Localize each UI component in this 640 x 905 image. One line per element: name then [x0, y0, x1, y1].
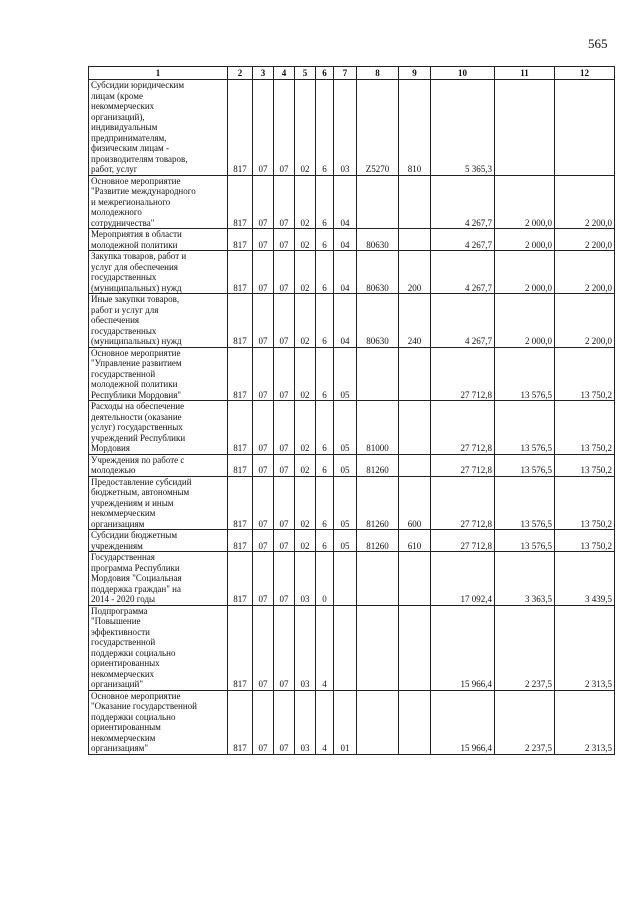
table-row	[89, 294, 615, 348]
amount-col-10: 4 267,7	[431, 294, 495, 348]
header-cell: 4	[274, 67, 295, 80]
expense-direction-code: 81260	[357, 530, 399, 552]
table-row	[89, 347, 615, 401]
header-cell: 3	[253, 67, 274, 80]
table-row	[89, 552, 615, 606]
amount-col-11	[495, 80, 555, 176]
header-row	[89, 67, 615, 80]
section-code: 07	[253, 294, 274, 348]
amount-col-11: 13 576,5	[495, 454, 555, 476]
subsection-code: 07	[274, 605, 295, 690]
row-description: Государственная программа Республики Мордовия "Социальная поддержка граждан" на 2014 - 2020 годы	[89, 552, 228, 606]
activity-code: 01	[334, 690, 357, 754]
expense-type-code: 200	[399, 251, 431, 294]
table-row	[89, 530, 615, 552]
activity-code: 05	[334, 476, 357, 530]
row-description: Субсидии бюджетным учреждениям	[89, 530, 228, 552]
program-code: 03	[295, 690, 316, 754]
activity-code: 04	[334, 294, 357, 348]
program-code: 02	[295, 80, 316, 176]
chapter-code: 817	[228, 294, 253, 348]
activity-code	[334, 605, 357, 690]
section-code: 07	[253, 80, 274, 176]
section-code: 07	[253, 476, 274, 530]
subsection-code: 07	[274, 229, 295, 251]
subsection-code: 07	[274, 476, 295, 530]
expense-type-code	[399, 175, 431, 229]
program-code: 02	[295, 454, 316, 476]
expense-direction-code: 81260	[357, 476, 399, 530]
row-description: Учреждения по работе с молодежью	[89, 454, 228, 476]
section-code: 07	[253, 690, 274, 754]
row-description: Мероприятия в области молодежной политики	[89, 229, 228, 251]
row-description: Иные закупки товаров, работ и услуг для обеспечения государственных (муниципальных) нужд	[89, 294, 228, 348]
subprogram-code: 6	[316, 347, 334, 401]
program-code: 03	[295, 605, 316, 690]
program-code: 02	[295, 347, 316, 401]
amount-col-12: 2 200,0	[555, 229, 615, 251]
chapter-code: 817	[228, 251, 253, 294]
amount-col-10: 4 267,7	[431, 251, 495, 294]
amount-col-12: 13 750,2	[555, 454, 615, 476]
activity-code: 05	[334, 530, 357, 552]
amount-col-12: 2 313,5	[555, 690, 615, 754]
budget-table	[88, 66, 615, 755]
amount-col-11: 2 000,0	[495, 229, 555, 251]
header-cell: 5	[295, 67, 316, 80]
chapter-code: 817	[228, 80, 253, 176]
chapter-code: 817	[228, 454, 253, 476]
expense-type-code	[399, 690, 431, 754]
amount-col-12: 2 313,5	[555, 605, 615, 690]
amount-col-11: 2 000,0	[495, 175, 555, 229]
row-description: Предоставление субсидий бюджетным, автономным учреждениям и иным некоммерческим организациям	[89, 476, 228, 530]
expense-direction-code	[357, 175, 399, 229]
section-code: 07	[253, 175, 274, 229]
expense-direction-code	[357, 690, 399, 754]
activity-code	[334, 552, 357, 606]
amount-col-11: 13 576,5	[495, 530, 555, 552]
amount-col-10: 15 966,4	[431, 690, 495, 754]
expense-direction-code: Z5270	[357, 80, 399, 176]
activity-code: 05	[334, 401, 357, 455]
chapter-code: 817	[228, 401, 253, 455]
header-cell: 2	[228, 67, 253, 80]
header-cell: 12	[555, 67, 615, 80]
amount-col-12: 13 750,2	[555, 401, 615, 455]
program-code: 03	[295, 552, 316, 606]
table-row	[89, 454, 615, 476]
amount-col-11: 13 576,5	[495, 476, 555, 530]
amount-col-10: 27 712,8	[431, 530, 495, 552]
subprogram-code: 6	[316, 229, 334, 251]
table-row	[89, 80, 615, 176]
amount-col-10: 5 365,3	[431, 80, 495, 176]
amount-col-11: 13 576,5	[495, 401, 555, 455]
section-code: 07	[253, 530, 274, 552]
amount-col-11: 2 237,5	[495, 690, 555, 754]
amount-col-10: 27 712,8	[431, 476, 495, 530]
amount-col-10: 27 712,8	[431, 347, 495, 401]
expense-direction-code	[357, 605, 399, 690]
program-code: 02	[295, 401, 316, 455]
expense-type-code	[399, 347, 431, 401]
section-code: 07	[253, 454, 274, 476]
amount-col-10: 4 267,7	[431, 229, 495, 251]
amount-col-11: 3 363,5	[495, 552, 555, 606]
amount-col-12: 2 200,0	[555, 251, 615, 294]
table-row	[89, 251, 615, 294]
subsection-code: 07	[274, 347, 295, 401]
subprogram-code: 4	[316, 690, 334, 754]
amount-col-11: 13 576,5	[495, 347, 555, 401]
header-cell: 6	[316, 67, 334, 80]
subprogram-code: 0	[316, 552, 334, 606]
expense-type-code	[399, 552, 431, 606]
row-description: Основное мероприятие "Оказание государственной поддержки социально ориентированным некоммерческим организациям"	[89, 690, 228, 754]
table-row	[89, 605, 615, 690]
subprogram-code: 6	[316, 251, 334, 294]
row-description: Расходы на обеспечение деятельности (оказание услуг) государственных учреждений Республики Мордовия	[89, 401, 228, 455]
chapter-code: 817	[228, 476, 253, 530]
subsection-code: 07	[274, 175, 295, 229]
amount-col-10: 27 712,8	[431, 454, 495, 476]
header-cell: 9	[399, 67, 431, 80]
expense-type-code	[399, 454, 431, 476]
activity-code: 03	[334, 80, 357, 176]
subprogram-code: 6	[316, 80, 334, 176]
chapter-code: 817	[228, 175, 253, 229]
activity-code: 05	[334, 347, 357, 401]
amount-col-10: 15 966,4	[431, 605, 495, 690]
table-row	[89, 401, 615, 455]
amount-col-10: 17 092,4	[431, 552, 495, 606]
activity-code: 04	[334, 251, 357, 294]
subprogram-code: 4	[316, 605, 334, 690]
expense-direction-code: 80630	[357, 229, 399, 251]
expense-type-code: 240	[399, 294, 431, 348]
row-description: Подпрограмма "Повышение эффективности государственной поддержки социально ориентированных некоммерческих организаций"	[89, 605, 228, 690]
subprogram-code: 6	[316, 294, 334, 348]
amount-col-10: 4 267,7	[431, 175, 495, 229]
program-code: 02	[295, 294, 316, 348]
expense-direction-code	[357, 552, 399, 606]
chapter-code: 817	[228, 347, 253, 401]
expense-type-code	[399, 605, 431, 690]
amount-col-12: 13 750,2	[555, 530, 615, 552]
expense-type-code	[399, 401, 431, 455]
chapter-code: 817	[228, 605, 253, 690]
header-cell: 1	[89, 67, 228, 80]
subsection-code: 07	[274, 530, 295, 552]
row-description: Основное мероприятие "Развитие международного и межрегионального молодежного сотрудничества"	[89, 175, 228, 229]
amount-col-12	[555, 80, 615, 176]
expense-direction-code: 80630	[357, 294, 399, 348]
table-row	[89, 690, 615, 754]
table-row	[89, 476, 615, 530]
header-cell: 10	[431, 67, 495, 80]
amount-col-10: 27 712,8	[431, 401, 495, 455]
subsection-code: 07	[274, 552, 295, 606]
amount-col-11: 2 237,5	[495, 605, 555, 690]
program-code: 02	[295, 251, 316, 294]
amount-col-11: 2 000,0	[495, 251, 555, 294]
header-cell: 8	[357, 67, 399, 80]
page-number: 565	[588, 36, 608, 51]
subprogram-code: 6	[316, 175, 334, 229]
chapter-code: 817	[228, 229, 253, 251]
subprogram-code: 6	[316, 454, 334, 476]
subprogram-code: 6	[316, 476, 334, 530]
subprogram-code: 6	[316, 401, 334, 455]
section-code: 07	[253, 347, 274, 401]
chapter-code: 817	[228, 530, 253, 552]
amount-col-12: 2 200,0	[555, 175, 615, 229]
amount-col-12: 13 750,2	[555, 347, 615, 401]
activity-code: 05	[334, 454, 357, 476]
program-code: 02	[295, 530, 316, 552]
subsection-code: 07	[274, 80, 295, 176]
table-row	[89, 175, 615, 229]
chapter-code: 817	[228, 552, 253, 606]
expense-type-code: 810	[399, 80, 431, 176]
subprogram-code: 6	[316, 530, 334, 552]
subsection-code: 07	[274, 401, 295, 455]
program-code: 02	[295, 476, 316, 530]
expense-direction-code	[357, 347, 399, 401]
section-code: 07	[253, 229, 274, 251]
expense-direction-code: 80630	[357, 251, 399, 294]
expense-direction-code: 81000	[357, 401, 399, 455]
expense-type-code: 600	[399, 476, 431, 530]
activity-code: 04	[334, 229, 357, 251]
header-cell: 11	[495, 67, 555, 80]
program-code: 02	[295, 175, 316, 229]
section-code: 07	[253, 401, 274, 455]
row-description: Закупка товаров, работ и услуг для обеспечения государственных (муниципальных) нужд	[89, 251, 228, 294]
header-cell: 7	[334, 67, 357, 80]
section-code: 07	[253, 251, 274, 294]
subsection-code: 07	[274, 251, 295, 294]
chapter-code: 817	[228, 690, 253, 754]
expense-type-code: 610	[399, 530, 431, 552]
subsection-code: 07	[274, 294, 295, 348]
program-code: 02	[295, 229, 316, 251]
amount-col-11: 2 000,0	[495, 294, 555, 348]
row-description: Основное мероприятие "Управление развитием государственной молодежной политики Республики Мордовия"	[89, 347, 228, 401]
activity-code: 04	[334, 175, 357, 229]
subsection-code: 07	[274, 690, 295, 754]
section-code: 07	[253, 552, 274, 606]
section-code: 07	[253, 605, 274, 690]
amount-col-12: 13 750,2	[555, 476, 615, 530]
table-row	[89, 229, 615, 251]
amount-col-12: 2 200,0	[555, 294, 615, 348]
amount-col-12: 3 439,5	[555, 552, 615, 606]
row-description: Субсидии юридическим лицам (кроме некоммерческих организаций), индивидуальным предпринимателям, физическим лицам - производителям товаров, работ, услуг	[89, 80, 228, 176]
expense-direction-code: 81260	[357, 454, 399, 476]
expense-type-code	[399, 229, 431, 251]
subsection-code: 07	[274, 454, 295, 476]
